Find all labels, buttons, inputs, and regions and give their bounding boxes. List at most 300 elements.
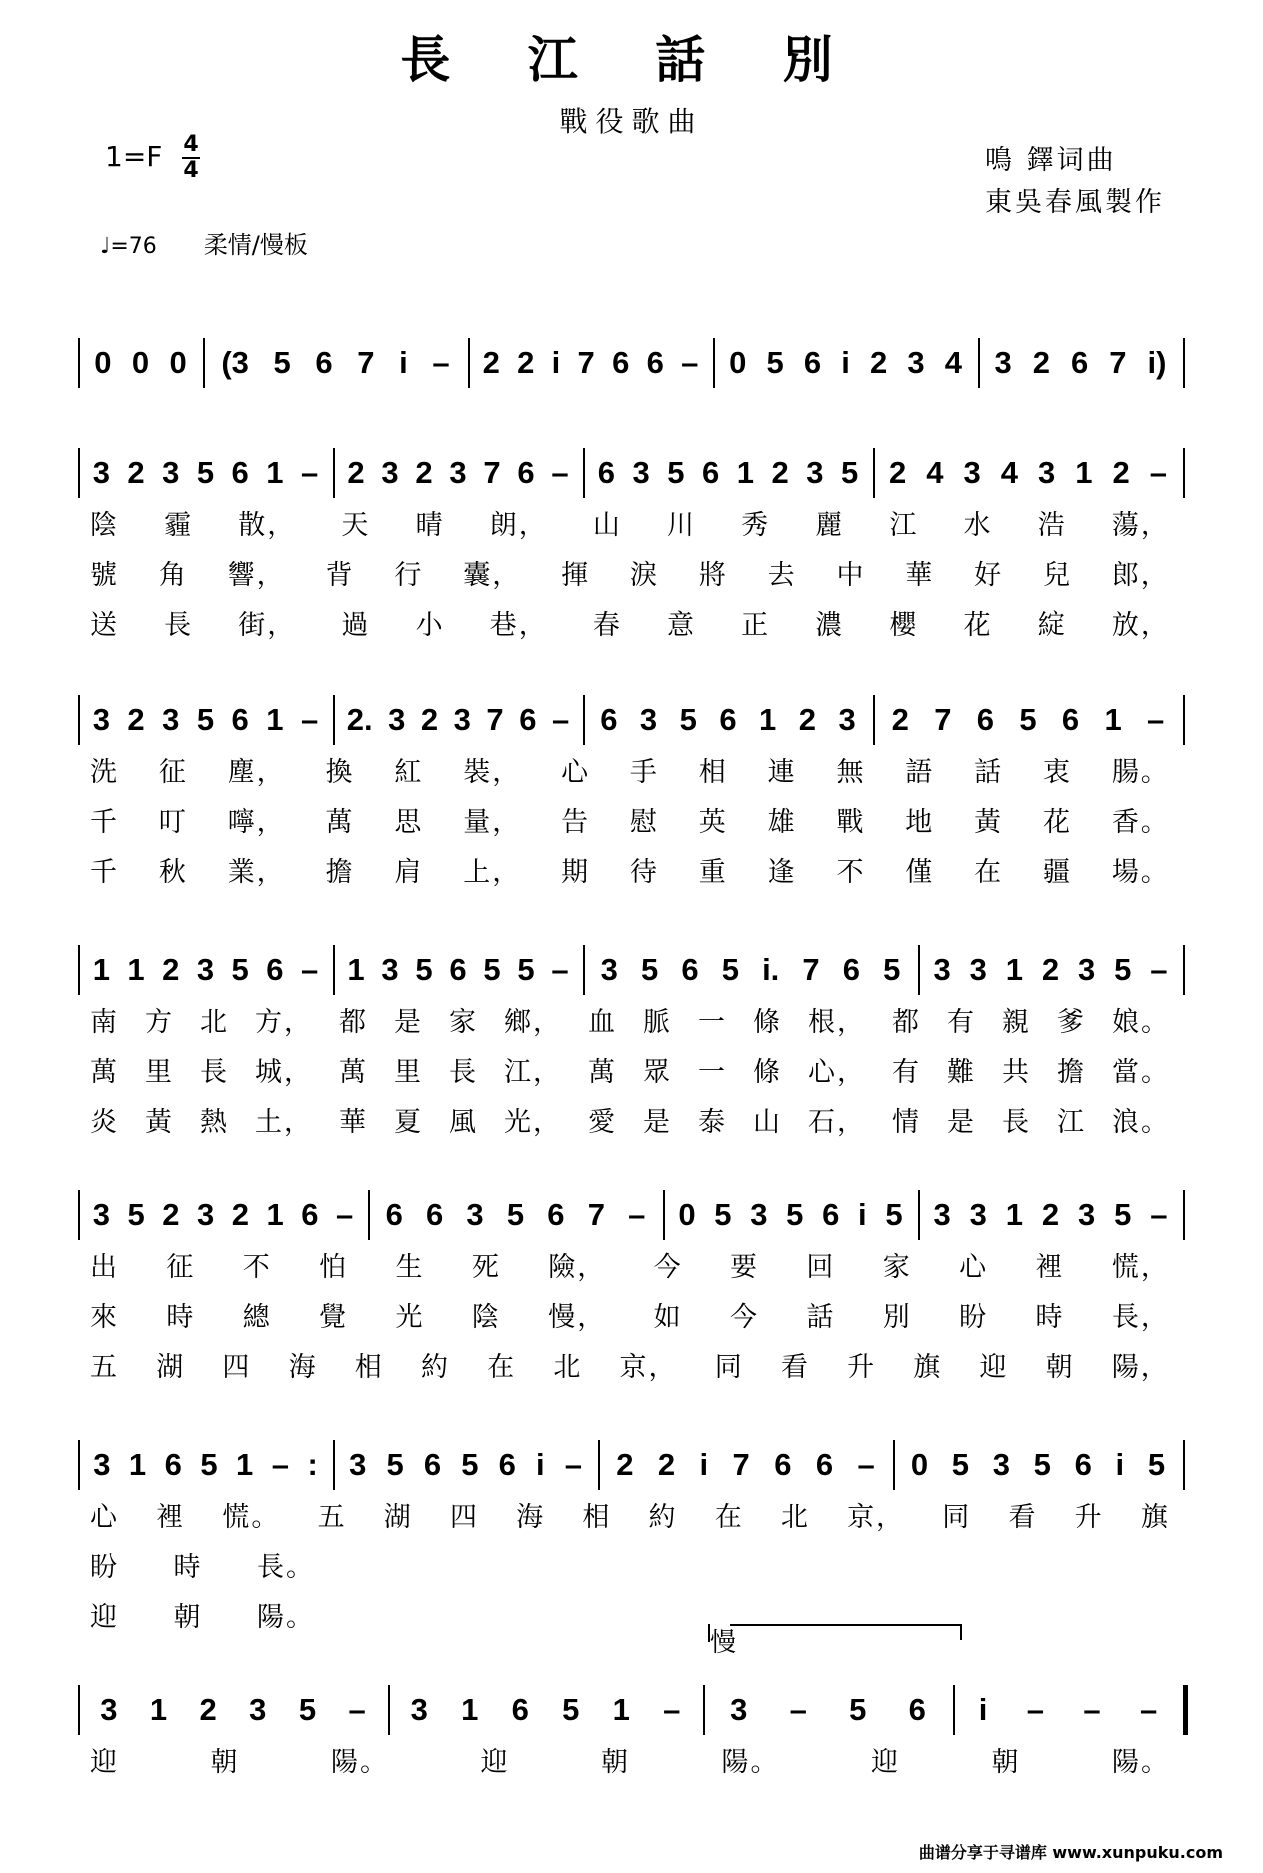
lyric-line [90, 1050, 1170, 1089]
note: 1 [266, 455, 284, 490]
lyric-char: 戰 [836, 807, 866, 838]
lyric-char: 長 [1002, 1107, 1031, 1138]
note: 3 [197, 1197, 215, 1232]
note: 2 [1041, 952, 1060, 987]
bar-line [1183, 945, 1185, 995]
lyric-char: 放， [1111, 610, 1170, 641]
note: 2 [1041, 1197, 1060, 1232]
lyric-char: 僅 [905, 857, 935, 888]
bar-line [333, 1440, 335, 1490]
note: 5 [885, 1197, 903, 1232]
lyric-char: 華 [905, 560, 935, 591]
note: 3 [933, 952, 951, 987]
note: i [978, 1692, 988, 1727]
lyric-char: 時 [1035, 1302, 1065, 1333]
bar-line [368, 1190, 370, 1240]
bar-line [598, 1440, 600, 1490]
note: 2 [771, 455, 789, 490]
note: 6 [1071, 345, 1089, 380]
lyric-char: 在 [974, 857, 1004, 888]
lyric-char: 長 [164, 610, 194, 641]
note: – [564, 1447, 582, 1482]
lyric-char: 險， [548, 1252, 607, 1283]
bar-line [583, 695, 585, 745]
lyric-char: 相 [698, 757, 728, 788]
lyric-char: 裝， [463, 757, 522, 788]
note: 5 [1114, 1197, 1132, 1232]
lyric-char: 脈 [643, 1007, 672, 1038]
bar-line [583, 945, 585, 995]
lyric-char: 量， [463, 807, 522, 838]
note: 3 [388, 702, 406, 737]
note: 6 [423, 1447, 442, 1482]
lyric-char: 總 [242, 1302, 272, 1333]
note: 6 [612, 345, 630, 380]
note: 3 [196, 952, 215, 987]
lyric-char: 地 [905, 807, 935, 838]
lyric-line [90, 850, 1170, 889]
note: 1 [1005, 1197, 1023, 1232]
note: i [858, 1197, 867, 1232]
note: – [551, 702, 570, 737]
lyric-char: 覺 [319, 1302, 349, 1333]
note: 0 [131, 345, 150, 380]
measure [879, 448, 1177, 498]
note: 3 [838, 702, 856, 737]
note: 3 [994, 345, 1012, 380]
lyric-char: 告 [561, 807, 591, 838]
lyric-char: 是 [947, 1107, 976, 1138]
lyric-char: 將 [698, 560, 728, 591]
measure [339, 695, 577, 745]
lyric-char: 話 [806, 1302, 836, 1333]
lyric-char: 有 [892, 1057, 921, 1088]
note: 3 [907, 345, 925, 380]
lyric-char: 揮 [561, 560, 591, 591]
lyric-char: 山 [592, 510, 622, 541]
lyric-char: 長， [1111, 1302, 1170, 1333]
lyric-char: 盼 [90, 1552, 119, 1583]
note: 5 [386, 1447, 404, 1482]
note: (3 [221, 345, 249, 380]
note: – [348, 1692, 366, 1727]
note: i [841, 345, 850, 380]
lyric-char: 重 [698, 857, 728, 888]
lyric-char: 慌， [1111, 1252, 1170, 1283]
song-title: 長 江 話 別 [400, 30, 863, 89]
note: 6 [646, 345, 664, 380]
note: 2 [482, 345, 500, 380]
note: – [1140, 1692, 1158, 1727]
lyric-char: 朝 [210, 1747, 240, 1778]
note: 5 [298, 1692, 317, 1727]
note: 3 [1078, 1197, 1096, 1232]
measure [374, 1190, 657, 1240]
measure [84, 338, 197, 388]
lyric-char: 血 [588, 1007, 617, 1038]
note: 6 [702, 455, 720, 490]
measure [339, 1440, 592, 1490]
note: 2 [616, 1447, 634, 1482]
note: 2 [127, 455, 145, 490]
lyric-char: 號 [90, 560, 119, 591]
lyric-char: 川 [666, 510, 696, 541]
note: 0 [729, 345, 747, 380]
lyric-char: 北 [200, 1007, 229, 1038]
bar-line [78, 1190, 80, 1240]
lyric-char: 無 [836, 757, 866, 788]
note: – [1026, 1692, 1044, 1727]
note: 5 [1114, 952, 1132, 987]
note: 5 [1019, 702, 1037, 737]
score-row [78, 1440, 1186, 1490]
lyric-line [90, 503, 1170, 542]
note: 3 [969, 1197, 987, 1232]
lyric-char: 陽。 [331, 1747, 389, 1778]
note: 1 [1005, 952, 1023, 987]
note: 5 [714, 1197, 732, 1232]
lyric-char: 朗， [489, 510, 548, 541]
note: 5 [786, 1197, 804, 1232]
lyric-char: 娘。 [1112, 1007, 1170, 1038]
measure [984, 338, 1177, 388]
lyric-char: 升 [1074, 1502, 1104, 1533]
lyric-char: 北 [553, 1352, 583, 1383]
lyric-char: 江 [1057, 1107, 1086, 1138]
note: 2 [869, 345, 888, 380]
lyric-char: 小 [415, 610, 445, 641]
note: 5 [951, 1447, 970, 1482]
lyric-char: 四 [449, 1502, 479, 1533]
note: – [1150, 952, 1168, 987]
note: 5 [667, 455, 685, 490]
note: 3 [162, 455, 180, 490]
note: 5 [517, 952, 535, 987]
lyric-char: 浩 [1037, 510, 1067, 541]
lyric-char: 手 [629, 757, 659, 788]
lyric-line [90, 800, 1170, 839]
lyric-char: 時 [173, 1552, 203, 1583]
note: 6 [547, 1197, 565, 1232]
note: 3 [349, 1447, 367, 1482]
note: – [300, 455, 319, 490]
note: 2 [891, 702, 909, 737]
lyric-char: 石， [808, 1107, 866, 1138]
note: 7 [587, 1197, 605, 1232]
lyric-char: 語 [905, 757, 935, 788]
note: – [432, 345, 450, 380]
note: 2 [1032, 345, 1050, 380]
lyric-char: 南 [90, 1007, 119, 1038]
lyric-char: 都 [892, 1007, 921, 1038]
note: 3 [100, 1692, 118, 1727]
lyric-char: 條 [753, 1007, 782, 1038]
lyric-char: 心， [808, 1057, 866, 1088]
lyric-char: 雄 [767, 807, 797, 838]
tempo-term: 柔情/慢板 [203, 231, 308, 259]
score-row [78, 1685, 1186, 1735]
lyric-char: 五 [90, 1352, 119, 1383]
note: 5 [483, 952, 501, 987]
lyric-char: 共 [1002, 1057, 1031, 1088]
note: 3 [639, 702, 658, 737]
note: 5 [841, 455, 859, 490]
measure [84, 1685, 382, 1735]
note: 5 [461, 1447, 479, 1482]
note: 7 [357, 345, 375, 380]
note: – [628, 1197, 646, 1232]
lyric-char: 千 [90, 807, 119, 838]
lyric-char: 換 [325, 757, 355, 788]
note: 6 [842, 952, 861, 987]
bar-line [893, 1440, 895, 1490]
note: 2. [346, 702, 373, 737]
note: – [336, 1197, 354, 1232]
lyric-char: 話 [974, 757, 1004, 788]
lyric-char: 心 [959, 1252, 989, 1283]
note: 6 [681, 952, 699, 987]
key-signature: 1=F [105, 140, 163, 173]
song-subtitle: 戰役歌曲 [559, 105, 704, 138]
note: 3 [466, 1197, 484, 1232]
lyric-char: 里 [145, 1057, 174, 1088]
lyric-char: 爹 [1057, 1007, 1086, 1038]
lyric-char: 麗 [815, 510, 845, 541]
lyric-char: 慰 [629, 807, 659, 838]
lyric-char: 同 [942, 1502, 972, 1533]
note: 7 [483, 455, 501, 490]
note: 1 [1075, 455, 1093, 490]
note: : [307, 1447, 318, 1482]
lyric-char: 過 [341, 610, 371, 641]
bar-line [78, 1685, 80, 1735]
note: 3 [1038, 455, 1056, 490]
measure [959, 1685, 1177, 1735]
lyric-char: 肩 [394, 857, 424, 888]
measure [84, 1440, 327, 1490]
note: 4 [926, 455, 944, 490]
note: 5 [721, 952, 739, 987]
note: 6 [511, 1692, 529, 1727]
lyric-char: 在 [714, 1502, 744, 1533]
lyric-line [90, 1000, 1170, 1039]
lyric-char: 擔 [1057, 1057, 1086, 1088]
lyric-char: 綻 [1037, 610, 1067, 641]
lyric-char: 相 [582, 1502, 612, 1533]
bar-line [1183, 1685, 1188, 1735]
lyric-char: 旗 [1140, 1502, 1170, 1533]
bar-line [388, 1685, 390, 1735]
lyric-char: 家 [449, 1007, 478, 1038]
note: 6 [517, 455, 535, 490]
measure [339, 448, 577, 498]
note: 5 [679, 702, 697, 737]
lyric-char: 城， [255, 1057, 313, 1088]
measure [669, 1190, 912, 1240]
measure [924, 945, 1177, 995]
lyric-char: 有 [947, 1007, 976, 1038]
lyric-char: 衷 [1042, 757, 1072, 788]
lyric-line [90, 1740, 1170, 1779]
lyric-char: 思 [394, 807, 424, 838]
lyric-char: 陽。 [1112, 1747, 1170, 1778]
lyric-char: 背 [325, 560, 355, 591]
note: 2 [420, 702, 439, 737]
lyricist: 鳴 鐸词曲 [985, 145, 1117, 176]
measure [709, 1685, 947, 1735]
lyric-char: 洗 [90, 757, 119, 788]
lyric-line [90, 603, 1170, 642]
lyric-char: 腸。 [1111, 757, 1170, 788]
lyric-char: 夏 [394, 1107, 423, 1138]
note: 1 [461, 1692, 479, 1727]
lyric-char: 花 [963, 610, 993, 641]
lyric-char: 黃 [974, 807, 1004, 838]
bar-line [78, 695, 80, 745]
note: i [1115, 1447, 1125, 1482]
lyric-char: 淚 [629, 560, 659, 591]
tempo [100, 225, 308, 260]
measure [84, 695, 327, 745]
lyric-char: 京， [619, 1352, 678, 1383]
note: 2 [231, 1197, 249, 1232]
note: 2 [517, 345, 535, 380]
lyric-char: 看 [1008, 1502, 1038, 1533]
measure [394, 1685, 697, 1735]
lyric-char: 泰 [698, 1107, 727, 1138]
note: 6 [1074, 1447, 1092, 1482]
note: 2 [162, 1197, 180, 1232]
lyric-char: 迎 [90, 1747, 119, 1778]
note: 2 [1112, 455, 1130, 490]
lyric-char: 朝 [601, 1747, 630, 1778]
score-row [78, 338, 1186, 388]
note: 7 [732, 1447, 750, 1482]
lyric-char: 不 [836, 857, 866, 888]
lyric-char: 征 [166, 1252, 196, 1283]
note: – [1150, 1197, 1168, 1232]
slow-bracket [730, 1624, 962, 1640]
note: i [699, 1447, 709, 1482]
lyric-char: 北 [780, 1502, 810, 1533]
lyric-char: 送 [90, 610, 119, 641]
lyric-char: 迎 [871, 1747, 900, 1778]
bar-line [78, 448, 80, 498]
bar-line [333, 448, 335, 498]
note: 3 [963, 455, 981, 490]
note: 2 [889, 455, 907, 490]
lyric-char: 海 [516, 1502, 546, 1533]
measure [84, 945, 327, 995]
note: 1 [266, 702, 284, 737]
lyric-line [90, 1295, 1170, 1334]
lyric-char: 來 [90, 1302, 119, 1333]
note: – [551, 952, 569, 987]
time-signature [182, 134, 200, 182]
bar-line [713, 338, 715, 388]
note: 5 [1033, 1447, 1051, 1482]
lyric-char: 出 [90, 1252, 119, 1283]
measure [474, 338, 707, 388]
lyric-char: 擔 [325, 857, 355, 888]
note: 6 [449, 952, 467, 987]
bar-line [468, 338, 470, 388]
lyric-char: 塵， [227, 757, 286, 788]
note: 5 [766, 345, 784, 380]
note: – [1083, 1692, 1101, 1727]
lyric-char: 一 [698, 1057, 727, 1088]
lyric-char: 秀 [741, 510, 771, 541]
lyric-char: 上， [463, 857, 522, 888]
bar-line [1183, 1440, 1185, 1490]
note: 6 [498, 1447, 516, 1482]
lyric-char: 家 [882, 1252, 912, 1283]
lyric-char: 兒 [1042, 560, 1072, 591]
lyric-char: 陽， [1111, 1352, 1170, 1383]
lyric-char: 江 [889, 510, 919, 541]
lyric-char: 角 [158, 560, 188, 591]
note: 3 [806, 455, 824, 490]
lyric-char: 都 [339, 1007, 368, 1038]
lyric-char: 當。 [1112, 1057, 1170, 1088]
note: 2 [127, 702, 145, 737]
note: i. [762, 952, 780, 987]
lyric-line [90, 1100, 1170, 1139]
note: 1 [347, 952, 365, 987]
note: 0 [910, 1447, 929, 1482]
note: – [551, 455, 569, 490]
note: 6 [908, 1692, 926, 1727]
note: 3 [750, 1197, 768, 1232]
note: 0 [169, 345, 187, 380]
measure [899, 1440, 1177, 1490]
lyric-char: 難 [947, 1057, 976, 1088]
lyric-char: 好 [974, 560, 1004, 591]
lyric-char: 海 [288, 1352, 318, 1383]
note: 5 [883, 952, 901, 987]
lyric-char: 天 [341, 510, 371, 541]
note: 6 [385, 1197, 403, 1232]
lyric-char: 條 [753, 1057, 782, 1088]
lyric-char: 同 [714, 1352, 744, 1383]
lyric-char: 約 [420, 1352, 450, 1383]
lyric-char: 萬 [339, 1057, 368, 1088]
lyric-char: 根， [808, 1007, 866, 1038]
lyric-char: 濃 [815, 610, 845, 641]
lyric-char: 升 [847, 1352, 877, 1383]
note: 6 [719, 702, 737, 737]
lyric-char: 迎 [90, 1602, 119, 1633]
lyric-char: 風 [449, 1107, 478, 1138]
lyric-char: 山 [753, 1107, 782, 1138]
note: 5 [196, 455, 215, 490]
note: 6 [301, 1197, 319, 1232]
lyric-char: 時 [166, 1302, 196, 1333]
note: 3 [1078, 952, 1096, 987]
note: 3 [600, 952, 618, 987]
note: 1 [236, 1447, 254, 1482]
lyric-char: 江， [504, 1057, 562, 1088]
measure [589, 945, 912, 995]
lyric-char: 鄉， [504, 1007, 562, 1038]
note: 6 [519, 702, 537, 737]
slow-mark: 慢 [710, 1628, 737, 1658]
lyric-char: 五 [317, 1502, 347, 1533]
lyric-char: 怕 [319, 1252, 349, 1283]
note: 5 [640, 952, 659, 987]
lyric-char: 秋 [158, 857, 188, 888]
lyric-char: 叮 [158, 807, 188, 838]
